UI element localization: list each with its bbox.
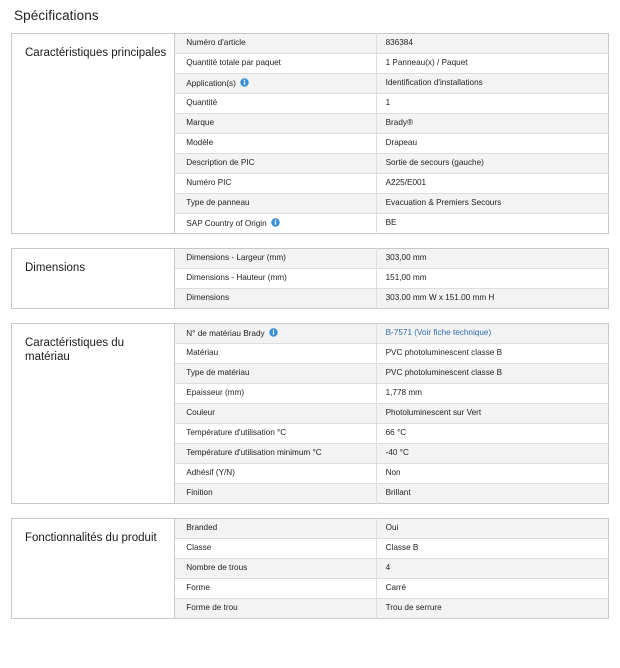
spec-value-cell [376,268,608,288]
spec-label-text: Dimensions [186,293,230,303]
spec-value-text: Photoluminescent sur Vert [385,408,482,418]
spec-value-cell [376,518,608,538]
spec-label-cell [175,463,376,483]
spec-value-text: Brady® [385,118,414,128]
spec-value-cell [376,153,608,173]
spec-label-text: Finition [186,488,213,498]
spec-label-text: Quantité totale par paquet [186,58,281,68]
spec-label-cell [175,153,376,173]
page-title: Spécifications [14,8,99,23]
spec-label-text: Couleur [186,408,215,418]
specification-groups [11,33,609,619]
spec-label-cell [175,443,376,463]
spec-value-text: BE [385,218,397,228]
spec-value-text: 1 Panneau(x) / Paquet [385,58,468,68]
spec-value-text: -40 °C [385,448,409,458]
spec-label-cell [175,53,376,73]
spec-value-cell [376,173,608,193]
spec-group-table [11,323,609,504]
spec-label-text: Forme de trou [186,603,238,613]
spec-value-cell [376,133,608,153]
spec-value-cell [376,538,608,558]
spec-label-text: Application(s) [186,78,236,88]
spec-row [12,518,609,538]
spec-value-cell [376,558,608,578]
spec-value-text: 836384 [385,38,413,48]
spec-label-cell [175,193,376,213]
spec-value-cell [376,463,608,483]
spec-group-name: Caractéristiques du matériau [12,323,175,503]
spec-label-cell [175,93,376,113]
spec-value-text: 4 [385,563,391,573]
spec-group-name: Dimensions [12,248,175,308]
spec-label-cell [175,403,376,423]
spec-label-cell [175,173,376,193]
spec-value-cell [376,483,608,503]
spec-value-text: 66 °C [385,428,407,438]
spec-value-cell [376,383,608,403]
spec-label-cell [175,73,376,93]
spec-value-text: Trou de serrure [385,603,442,613]
spec-label-text: N° de matériau Brady [186,328,265,338]
spec-label-text: Adhésif (Y/N) [186,468,235,478]
spec-value-cell [376,193,608,213]
spec-value-text: Oui [385,523,399,533]
datasheet-link[interactable]: B-7571 (Voir fiche technique) [385,328,492,338]
spec-value-text: Brillant [385,488,411,498]
spec-label-text: Marque [186,118,215,128]
spec-label-text: Classe [186,543,212,553]
spec-label-text: SAP Country of Origin [186,218,267,228]
spec-label-text: Numéro d'article [186,38,246,48]
spec-value-text: 303,00 mm [385,253,427,263]
spec-value-cell [376,33,608,53]
spec-value-text: PVC photoluminescent classe B [385,368,503,378]
spec-value-text: 303.00 mm W x 151.00 mm H [385,293,495,303]
spec-value-text: 1,778 mm [385,388,422,398]
info-icon[interactable] [240,78,249,87]
spec-label-text: Description de PIC [186,158,255,168]
spec-label-cell [175,518,376,538]
spec-label-text: Température d'utilisation minimum °C [186,448,322,458]
spec-label-cell [175,363,376,383]
spec-label-text: Température d'utilisation °C [186,428,287,438]
spec-label-text: Quantité [186,98,218,108]
spec-row [12,33,609,53]
spec-value-text: Drapeau [385,138,418,148]
spec-value-cell [376,578,608,598]
spec-label-cell [175,538,376,558]
spec-row [12,248,609,268]
spec-group-table [11,248,609,309]
spec-label-cell [175,343,376,363]
spec-label-cell [175,558,376,578]
spec-label-cell [175,248,376,268]
spec-label-text: Type de panneau [186,198,250,208]
spec-group-name: Caractéristiques principales [12,33,175,233]
spec-label-text: Dimensions - Largeur (mm) [186,253,286,263]
spec-value-text: PVC photoluminescent classe B [385,348,503,358]
spec-value-cell [376,363,608,383]
spec-value-text: 151,00 mm [385,273,427,283]
spec-value-text: Sortie de secours (gauche) [385,158,484,168]
spec-value-cell [376,423,608,443]
spec-label-cell [175,423,376,443]
spec-group-table [11,33,609,234]
spec-value-text: A225/E001 [385,178,427,188]
spec-value-cell [376,73,608,93]
spec-label-cell [175,578,376,598]
spec-label-text: Nombre de trous [186,563,248,573]
spec-value-text: 1 [385,98,391,108]
spec-label-text: Matériau [186,348,219,358]
info-icon[interactable] [271,218,280,227]
spec-value-text: Carré [385,583,407,593]
spec-group-table [11,518,609,619]
info-icon[interactable] [269,328,278,337]
spec-value-cell [376,288,608,308]
spec-label-cell [175,598,376,618]
spec-label-cell [175,383,376,403]
spec-value-cell [376,403,608,423]
spec-label-text: Branded [186,523,218,533]
spec-label-cell [175,483,376,503]
spec-row [12,323,609,343]
spec-label-cell [175,113,376,133]
spec-value-cell [376,93,608,113]
spec-value-cell [376,53,608,73]
spec-value-cell [376,443,608,463]
spec-value-text: Non [385,468,401,478]
spec-label-cell [175,288,376,308]
spec-value-cell [376,598,608,618]
spec-label-text: Epaisseur (mm) [186,388,245,398]
spec-label-cell [175,213,376,233]
spec-value-text: Evacuation & Premiers Secours [385,198,502,208]
spec-label-text: Dimensions - Hauteur (mm) [186,273,287,283]
spec-label-text: Modèle [186,138,214,148]
spec-label-cell [175,323,376,343]
spec-value-cell [376,343,608,363]
spec-value-cell [376,213,608,233]
spec-label-text: Numéro PIC [186,178,232,188]
spec-value-text: Identification d'installations [385,78,483,88]
spec-value-cell [376,248,608,268]
spec-group-name: Fonctionnalités du produit [12,518,175,618]
spec-label-cell [175,268,376,288]
spec-label-cell [175,133,376,153]
spec-value-cell [376,323,608,343]
spec-label-cell [175,33,376,53]
spec-value-text: Classe B [385,543,419,553]
spec-value-cell [376,113,608,133]
spec-label-text: Forme [186,583,210,593]
spec-label-text: Type de matériau [186,368,250,378]
